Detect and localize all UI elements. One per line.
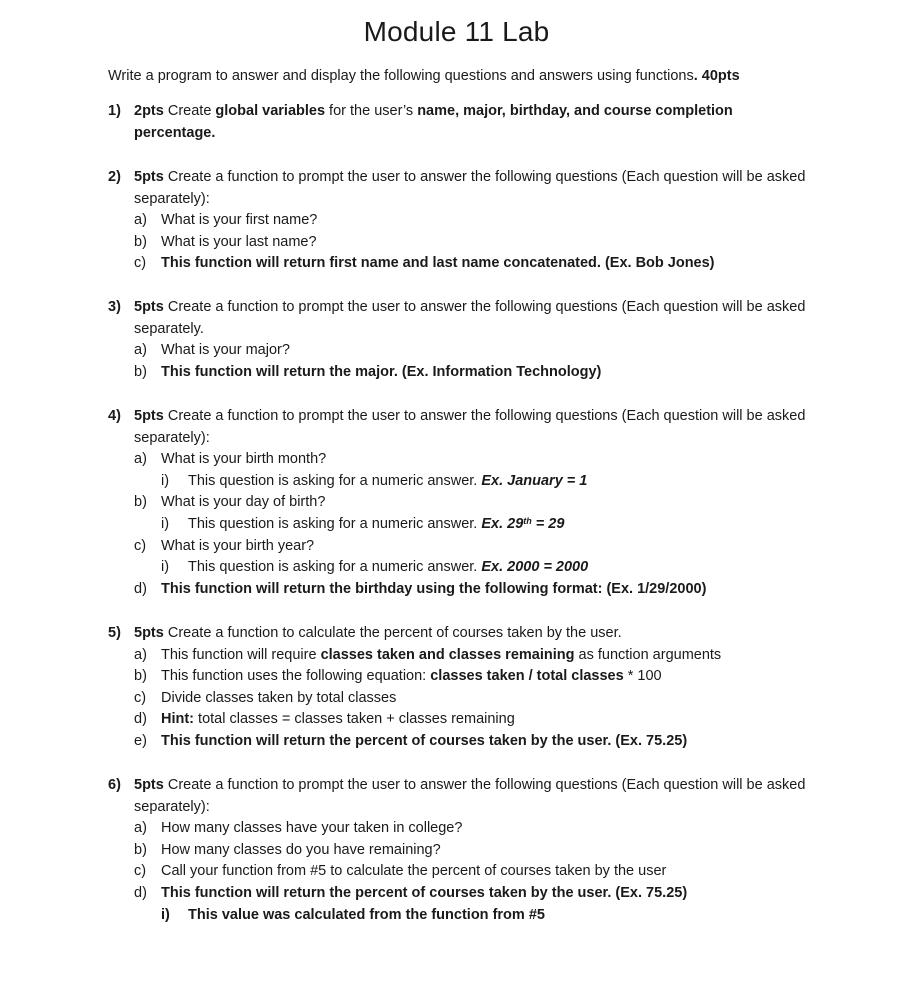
list-item: b) How many classes do you have remaining?: [134, 841, 441, 858]
list-item: i) This value was calculated from the function from #5: [161, 906, 545, 923]
list-item: a) What is your birth month?: [134, 451, 327, 468]
list-item: d) This function will return the percent of courses taken by the user. (Ex. 75.25): [134, 884, 688, 901]
list-item: b) What is your last name?: [134, 233, 317, 250]
question-6: 6) 5pts Create a function to prompt the user to answer the following questions (Each question will be asked separately): a) How many classes have your taken in college? b) How many classes do you have remaining? c) Call your function from #5 to calculate the percent of courses taken by the user d) This function will return the percent of courses taken by the user. (Ex. 75.25) i) This value was calculated from the function from #5: [108, 775, 808, 926]
list-item: c) Divide classes taken by total classes: [134, 689, 397, 706]
list-item: b) This function uses the following equation: classes taken / total classes * 100: [134, 668, 662, 685]
list-item: d) This function will return the birthday using the following format: (Ex. 1/29/2000): [134, 580, 707, 597]
list-item: d) Hint: total classes = classes taken + classes remaining: [134, 711, 515, 728]
list-item: a) What is your first name?: [134, 212, 318, 229]
list-item: b) What is your day of birth?: [134, 494, 326, 511]
list-item: c) Call your function from #5 to calculate the percent of courses taken by the user: [134, 863, 667, 880]
question-3: 3) 5pts Create a function to prompt the user to answer the following questions (Each question will be asked separately. a) What is your major? b) This function will return the major. (Ex. Information Technology): [108, 297, 808, 383]
list-item: a) How many classes have your taken in college?: [134, 820, 463, 837]
list-item: e) This function will return the percent of courses taken by the user. (Ex. 75.25): [134, 732, 688, 749]
list-item: a) This function will require classes taken and classes remaining as function arguments: [134, 646, 722, 663]
list-item: c) What is your birth year?: [134, 537, 315, 554]
intro-paragraph: Write a program to answer and display the following questions and answers using functions. 40pts: [108, 68, 740, 84]
list-item: i) This question is asking for a numeric answer. Ex. 2000 = 2000: [161, 559, 589, 576]
question-5: 5) 5pts Create a function to calculate the percent of courses taken by the user. a) This function will require classes taken and classes remaining as function arguments b) This function uses the following equation: classes taken / total classes * 100 c) Divide classes taken by total classes d) Hint: total classes = classes taken + classes remaining e) This function will return the percent of courses taken by the user. (Ex. 75.25): [108, 623, 808, 753]
list-item: i) This question is asking for a numeric answer. Ex. 29th = 29: [161, 515, 565, 532]
question-2: 2) 5pts Create a function to prompt the user to answer the following questions (Each question will be asked separately): a) What is your first name? b) What is your last name? c) This function will return first name and last name concatenated. (Ex. Bob Jones): [108, 167, 808, 275]
question-4: 4) 5pts Create a function to prompt the user to answer the following questions (Each question will be asked separately): a) What is your birth month? i) This question is asking for a numeric answer. Ex. January = 1 b) What is your day of birth? i) This question is asking for a numeric answer. Ex. 29th = 29 c) What is your birth year? i) This question is asking for a numeric answer. Ex. 2000 = 2000 d) This function will return the birthday using the following format: (Ex. 1/29/2000): [108, 406, 808, 600]
page-title: Module 11 Lab: [363, 16, 550, 47]
list-item: i) This question is asking for a numeric answer. Ex. January = 1: [161, 472, 588, 489]
list-item: a) What is your major?: [134, 342, 290, 359]
list-item: b) This function will return the major. (Ex. Information Technology): [134, 363, 602, 380]
question-1: 1) 2pts Create global variables for the user’s name, major, birthday, and course completion percentage.: [108, 103, 733, 141]
total-points: 40pts: [701, 68, 740, 84]
list-item: c) This function will return first name and last name concatenated. (Ex. Bob Jones): [134, 255, 715, 272]
